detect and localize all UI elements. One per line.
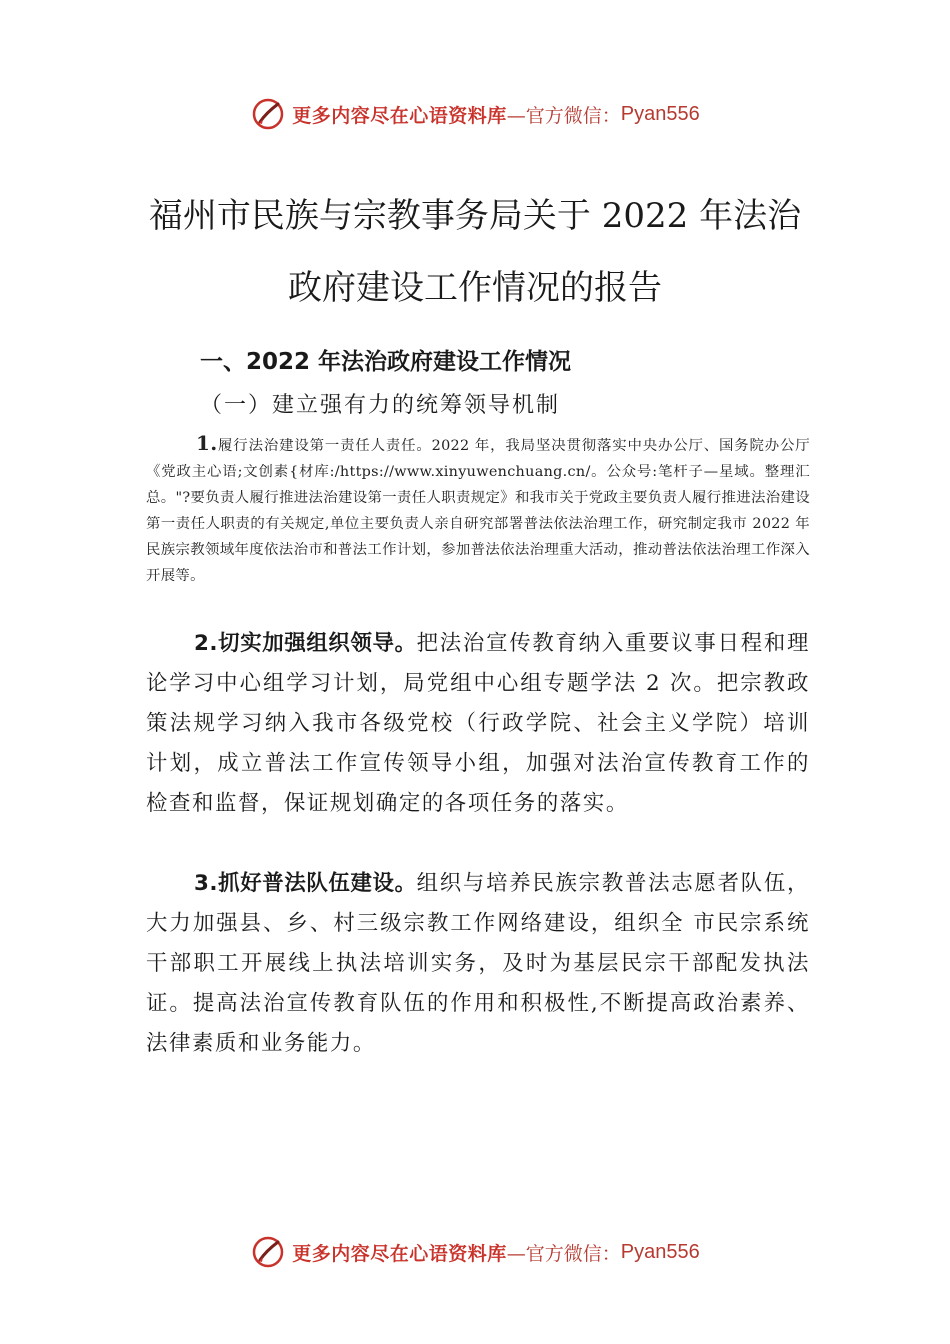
paragraph-2-text: 把法治宣传教育纳入重要议事日程和理论学习中心组学习计划，局党组中心组专题学法 2 次。把宗教政策法规学习纳入我市各级党校（行政学院、社会主义学院）培训计划，成立普法工作宣传领导小组，加强对法治宣传教育工作的检查和监督，保证规划确定的各项任务的落实。: [146, 631, 811, 816]
section-heading: 一、2022 年法治政府建设工作情况: [200, 349, 572, 375]
paragraph-3-lead: 3.抓好普法队伍建设。: [194, 871, 417, 896]
banner-text-id: Pyan556: [620, 102, 700, 125]
paragraph-2-lead: 2.切实加强组织领导。: [194, 631, 417, 656]
paragraph-1-number: 1.: [196, 431, 218, 455]
banner-text-wechat: —官方微信：: [506, 104, 621, 127]
banner-text-main: 更多内容尽在心语资料库: [292, 1242, 507, 1265]
paragraph-3: [146, 864, 810, 1064]
banner-text-wechat: —官方微信：: [506, 1242, 621, 1265]
subsection-heading: （一）建立强有力的统筹领导机制: [200, 393, 561, 418]
paragraph-2: [146, 624, 810, 824]
document-title: [120, 180, 830, 324]
brush-pen-logo-icon: [250, 96, 286, 132]
paragraph-1: [146, 430, 810, 589]
title-line-2: 政府建设工作情况的报告: [288, 268, 662, 308]
banner-text-main: 更多内容尽在心语资料库: [292, 104, 507, 127]
title-line-1: 福州市民族与宗教事务局关于 2022 年法治: [148, 196, 802, 236]
brush-pen-logo-icon: [250, 1234, 286, 1270]
paragraph-3-text: 组织与培养民族宗教普法志愿者队伍，大力加强县、乡、村三级宗教工作网络建设，组织全 市民宗系统干部职工开展线上执法培训实务，及时为基层民宗干部配发执法证。提高法治宣传教育队伍的作用和积极性,不断提高政治素养、法律素质和业务能力。: [146, 871, 811, 1056]
paragraph-1-text: 履行法治建设第一责任人责任。2022 年，我局坚决贯彻落实中央办公厅、国务院办公厅《党政主心语;文创素{材库:/https://www.xinyuwenchuang.cn/。公众号:笔杆子—星域。整理汇总。"?要负责人履行推进法治建设第一责任人职责规定》和我市关于党政主要负责人履行推进法治建设第一责任人职责的有关规定,单位主要负责人亲自研究部署普法依法治理工作，研究制定我市 2022 年民族宗教领域年度依法治市和普法工作计划，参加普法依法治理重大活动，推动普法依法治理工作深入开展等。: [146, 438, 810, 584]
footer-banner: [0, 1230, 950, 1274]
banner-text-id: Pyan556: [620, 1240, 700, 1263]
header-banner: [0, 92, 950, 136]
